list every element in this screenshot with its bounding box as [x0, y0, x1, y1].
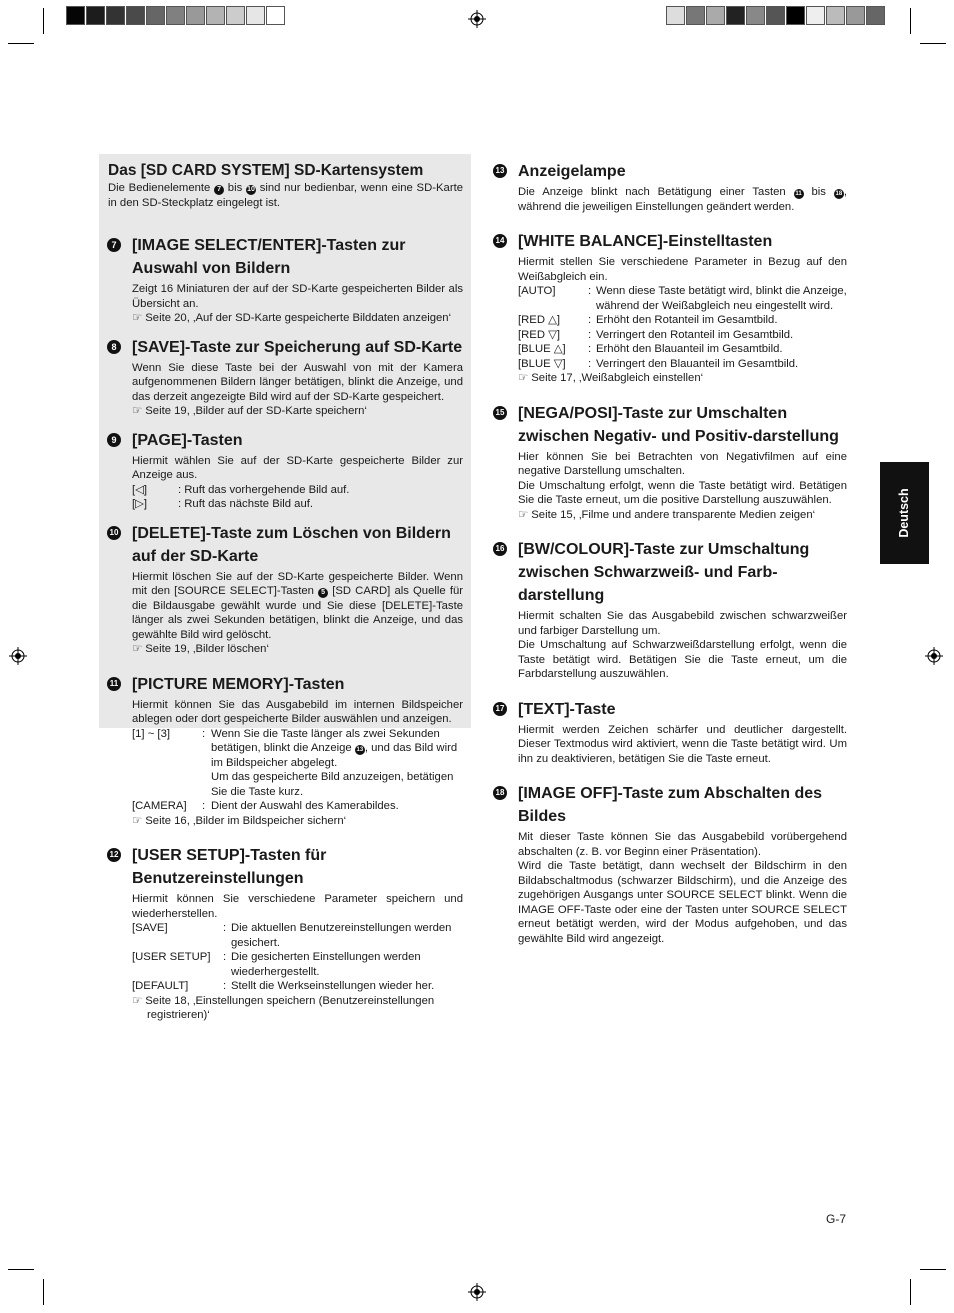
crop-mark [920, 43, 946, 44]
key-list: [SAVE] : Die aktuellen Benutzereinstellungen werden gesichert. [USER SETUP] : Die gesicherten Einstellungen werden wiederhergestellt. [DEFAULT] : Stellt die Werkseinstellungen wieder her. [132, 922, 452, 992]
crop-mark [8, 43, 34, 44]
page-reference: ☞ Seite 15, ‚Filme und andere transparente Medien zeigen‘ [518, 508, 816, 521]
heading-text: 17 [TEXT]-Taste [485, 698, 847, 721]
body-text: Hiermit stellen Sie verschiedene Parameter in Bezug auf den Weißabgleich ein. [518, 256, 847, 283]
key-list: [◁] : Ruft das vorhergehende Bild auf. [▷] : Ruft das nächste Bild auf. [132, 483, 350, 510]
right-column [485, 160, 847, 959]
heading-user-setup: 12 [USER SETUP]-Tasten für Benutzereinstellungen [99, 844, 463, 890]
body-text: Hiermit schalten Sie das Ausgabebild zwischen schwarzweißer und farbiger Darstellung um. [518, 610, 847, 637]
page-reference: ☞ Seite 19, ‚Bilder löschen‘ [132, 643, 269, 655]
heading-picture-memory: 11 [PICTURE MEMORY]-Tasten [99, 673, 463, 696]
body-text: Hiermit können Sie verschiedene Parameter speichern und wiederherstellen. [132, 893, 463, 920]
heading-image-off: 18 [IMAGE OFF]-Taste zum Abschalten des Bildes [485, 782, 847, 828]
body-text: Wird die Taste betätigt, dann wechselt der Bildschirm in den Bildabschaltmodus (schwarzer Bildschirm), und die Anzeige des zugehörigen Ausgangs unter SOURCE SELECT blinkt. Wenn die IMAGE OFF-Taste oder eine der Tasten unter SOURCE SELECT erneut betätigt werden, wird der Modus aufgehoben, und das gewählte Bild wird angezeigt. [518, 860, 847, 945]
crop-mark [43, 8, 44, 34]
section-11 [99, 673, 463, 829]
section-8 [99, 336, 463, 419]
key-list: [AUTO] : Wenn diese Taste betätigt wird, blinkt die Anzeige, während der Weißabgleich neu eingestellt wird. [RED △] : Erhöht den Rotanteil im Gesamtbild. [RED ▽] : Verringert den Rotanteil im Gesamtbild. [BLUE △] : Erhöht den Blauanteil im Gesamtbild. [BLUE ▽] : Verringert den Blauanteil im Gesamtbild. [518, 285, 847, 370]
section-12 [99, 844, 463, 1023]
section-17 [485, 698, 847, 767]
language-tab: Deutsch [880, 462, 929, 564]
heading-delete: 10 [DELETE]-Taste zum Löschen von Bildern auf der SD-Karte [99, 522, 463, 568]
heading-save: 8 [SAVE]-Taste zur Speicherung auf SD-Karte [99, 336, 463, 359]
sd-card-intro [99, 160, 463, 210]
registration-mark-icon [468, 10, 486, 28]
section-16 [485, 538, 847, 682]
heading-image-select: 7 [IMAGE SELECT/ENTER]-Tasten zur Auswahl von Bildern [99, 234, 463, 280]
body-text: Mit dieser Taste können Sie das Ausgabebild vorübergehend abschalten (z. B. vor Beginn einer Präsentation). [518, 831, 847, 858]
key-list: [1] ~ [3] : Wenn Sie die Taste länger als zwei Sekunden betätigen, blinkt die Anzeige 13 , und das Bild wird im Bildspeicher abgelegt. Um das gespeicherte Bild anzuzeigen, betätigen Sie die Taste kurz. [CAMERA] : Dient der Auswahl des Kamerabildes. [132, 727, 458, 812]
registration-mark-icon [468, 1283, 486, 1301]
heading-nega-posi: 15 [NEGA/POSI]-Taste zur Umschalten zwischen Negativ- und Positiv-darstellung [485, 402, 847, 448]
crop-mark [910, 8, 911, 34]
crop-mark [43, 1279, 44, 1305]
section-10 [99, 522, 463, 657]
section-9 [99, 429, 463, 512]
section-13 [485, 160, 847, 214]
left-column [99, 160, 463, 1036]
body-text: Hiermit können Sie das Ausgabebild im internen Bildspeicher ablegen oder dort gespeicherte Bilder auswählen und anzeigen. [132, 698, 463, 725]
section-14 [485, 230, 847, 386]
color-bar-left [66, 6, 286, 25]
body-text: Hier können Sie bei Betrachten von Negativfilmen auf eine negative Darstellung umschalten. [518, 450, 847, 477]
body-text: Die Umschaltung erfolgt, wenn die Taste betätigt wird. Betätigen Sie die Taste erneut, um die positive Darstellung auszuwählen. [518, 479, 847, 506]
crop-mark [8, 1269, 34, 1270]
crop-mark [910, 1279, 911, 1305]
registration-mark-icon [9, 647, 27, 665]
heading-page: 9 [PAGE]-Tasten [99, 429, 463, 452]
heading-white-balance: 14 [WHITE BALANCE]-Einstelltasten [485, 230, 847, 253]
section-7 [99, 234, 463, 326]
body-text: Die Anzeige blinkt nach Betätigung einer Tasten 11 bis 18 , während die jeweiligen Einstellungen geändert werden. [518, 186, 847, 213]
body-text: Hiermit wählen Sie auf der SD-Karte gespeicherte Bilder zur Anzeige aus. [132, 454, 463, 481]
body-text: Hiermit werden Zeichen schärfer und deutlicher dargestellt. Dieser Textmodus wird aktiviert, wenn die Taste betätigt wird. Um ihn zu deaktivieren, betätigen Sie die Taste erneut. [518, 723, 847, 765]
registration-mark-icon [925, 647, 943, 665]
body-text: Hiermit löschen Sie auf der SD-Karte gespeicherte Bilder. Wenn mit den [SOURCE SELECT]-Tasten 5 [SD CARD] als Quelle für die Bildausgabe gewählt wurde und Sie diese [DELETE]-Taste länger als zwei Sekunden betätigen, blinkt die Anzeige, und das gewählte Bild wird gelöscht. [132, 570, 463, 641]
page-reference: ☞ Seite 17, ‚Weißabgleich einstellen‘ [518, 372, 704, 384]
body-text: Die Umschaltung auf Schwarzweißdarstellung erfolgt, wenn die Taste betätigt wird. Betätigen Sie die Taste erneut, um die Farbdarstellung auszuwählen. [518, 639, 847, 680]
page-number: G-7 [826, 1212, 847, 1226]
page-reference: ☞ Seite 20, ‚Auf der SD-Karte gespeicherte Bilddaten anzeigen‘ [132, 312, 452, 324]
section-18 [485, 782, 847, 946]
color-bar-right [666, 6, 886, 25]
page-reference: ☞ Seite 19, ‚Bilder auf der SD-Karte speichern‘ [132, 405, 367, 417]
body-text: Wenn Sie diese Taste bei der Auswahl von mit der Kamera aufgenommenen Bildern länger betätigen, blinkt die Anzeige, und das derzeit angezeigte Bild wird auf der SD-Karte gespeichert. [132, 361, 463, 403]
page-reference: ☞ Seite 16, ‚Bilder im Bildspeicher sichern‘ [132, 814, 347, 827]
crop-mark [920, 1269, 946, 1270]
intro-text: Die Bedienelemente 7 bis 10 sind nur bedienbar, wenn eine SD-Karte in den SD-Steckplatz eingelegt ist. [108, 182, 463, 209]
page-reference: ☞ Seite 18, ‚Einstellungen speichern (Benutzereinstellungen registrieren)‘ [132, 994, 435, 1021]
heading-anzeigelampe: 13 Anzeigelampe [485, 160, 847, 183]
body-text: Zeigt 16 Miniaturen der auf der SD-Karte gespeicherten Bilder als Übersicht an. [132, 283, 463, 310]
section-title: Das [SD CARD SYSTEM] SD-Kartensystem [108, 162, 424, 179]
heading-bw-colour: 16 [BW/COLOUR]-Taste zur Umschaltung zwischen Schwarzweiß- und Farb-darstellung [485, 538, 847, 607]
section-15 [485, 402, 847, 523]
